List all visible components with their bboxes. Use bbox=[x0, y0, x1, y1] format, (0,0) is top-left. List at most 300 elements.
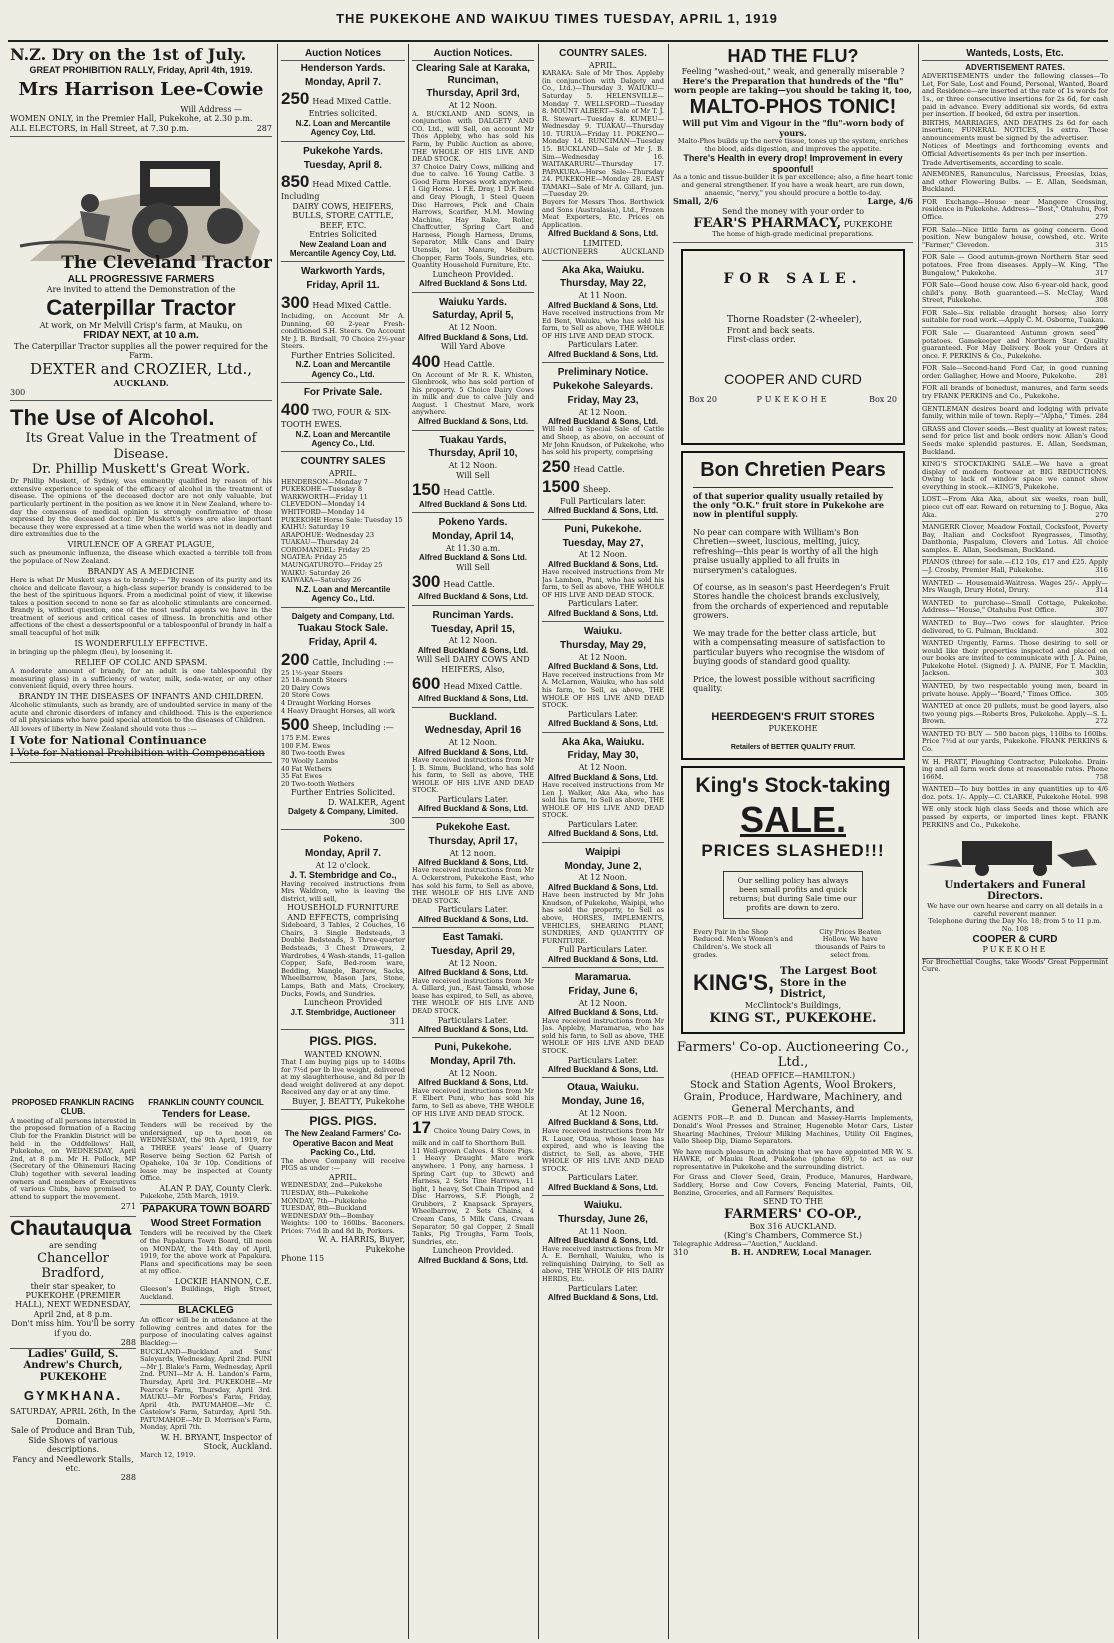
head-count: 17 bbox=[412, 1118, 431, 1138]
classified-ad bbox=[922, 521, 1108, 556]
tractor-brand: The Cleveland Tractor bbox=[61, 253, 272, 274]
notice-body: Have been instructed by Mr John Knudson, of Pukekohe, Waipipi, who has sold the property, to Sell as above, HORSES, IMPLEMENTS, VEHICLES, SHEARING PLANT, SUNDRIES, AND QUANTITY OF FURNITURE. bbox=[542, 891, 664, 945]
article-paragraph: Here is what Dr Muskett says as to brandy:— "By reason of its purity and its choice and delicate flavour, a high-class superior brandy is considered to be the best of the spirituous liquors. From a medicinal point of view, it likewise takes a position second to none so far as alcoholic stimulants are concerned. Brandy is, without question, one of the most useful agents we have in the treatment of serious and critical cases of illness. In bronchitis and other affections of the chest a dessertspoonful or a tablespoonful of brandy in half a small teacupful of hot milk bbox=[10, 575, 272, 638]
agent-name: J. T. Stembridge and Co., bbox=[289, 870, 397, 881]
ad-number: 288 bbox=[120, 1473, 136, 1483]
notice-title: Henderson Yards. bbox=[300, 62, 386, 74]
price-small: Small, 2/6 bbox=[673, 196, 719, 207]
waiuku-may-notice bbox=[542, 626, 664, 732]
notice-time: At 12 Noon. bbox=[448, 958, 498, 968]
alcohol-article bbox=[10, 405, 272, 763]
notice-title: Tuakau Yards, bbox=[439, 434, 507, 446]
notice-date: Friday, May 23, bbox=[567, 394, 639, 406]
warkworth-notice bbox=[281, 266, 405, 383]
classified-ad bbox=[922, 251, 1108, 279]
item-label: Head Mixed Cattle. Including bbox=[281, 180, 392, 202]
notice-subtitle: Will Sell bbox=[456, 470, 490, 480]
list-item: WEDNESDAY, 2nd—Pukekohe bbox=[281, 1181, 383, 1190]
notice-body: Having received instructions from Mrs Waldron, who is leaving the district, will sell, bbox=[281, 879, 405, 903]
agent-name: Alfred Buckland & Sons, Ltd. bbox=[417, 747, 529, 757]
notice-date: Saturday, April 5, bbox=[432, 310, 514, 322]
are-sending: are sending bbox=[49, 1241, 97, 1251]
list-item: WARKWORTH—Friday 11 bbox=[281, 492, 368, 501]
agent-name: N.Z. Loan and Mercantile Agency Co., Ltd. bbox=[295, 360, 391, 379]
ad-text: ANEMONES, Ranunculus, Narcissus, Freesias, Ixias, and other Flowering Bulbs. — E. Allan, Seedsman, Buckland. bbox=[922, 170, 1108, 194]
notice-time: At 11 Noon. bbox=[578, 291, 628, 301]
notice-body: Have received instructions from Mr Len J. Walker, Aka Aka, who has sold his farm, to Sell as above, THE WHOLE OF HIS LIVE AND DEAD STOCK. bbox=[542, 781, 664, 820]
notice-time: At 12 noon. bbox=[449, 848, 497, 858]
ad-line: City Prices Beaten Hollow. We have thousands of Pairs to select from. bbox=[815, 927, 886, 959]
col1-right-sub: FRANKLIN COUNTY COUNCIL Tenders for Lease. Tenders will be received by the undersigned up to noon on WEDNESDAY, the 9th April, 1919, for a THREE years' lease of Quarry Reserve being Section 62 Parish of Opaheke, 10a 3r 10p. Conditions of lease may be inspected at County Office. ALAN P. DAY, County Clerk. Pukekohe, 25th March, 1919. PAPAKURA TOWN BOARD Wood Street Formation Tenders will be received by the Clerk of the Papakura Town Board, till noon on MONDAY, the 14th day of April, 1919, for the above work at Papakura. Plans and specifications may be seen at my office. LOCKIE HANNON, C.E. Gleeson's Buildings, High Street, Auckland. BLACKLEG An officer will be in attendance at the following centres and dates for the purpose of inoculating calves against Blackleg:— BUCKLAND—Buckland and Sons' Saleyards, Wednesday, April 2nd. PUNI—Mr J. Blake's Farm, Wednesday, April 2nd. PUNI—Mr A. H. Landon's Farm, Thursday, April 3rd. PUKEKOHE—Mr Pearce's Farm, Thursday, April 3rd. MAUKU—Mr Forbes's Farm, Friday, April 4th. PATUMAHOE—Mr C. Castelow's Farm, Saturday, April 5th. PATUMAHOE—Mr D. Morrison's Farm, Monday, April 7th. W. H. BRYANT, Inspector of Stock, Auckland. March 12, 1919. bbox=[140, 1098, 272, 1459]
waiuku-june-notice bbox=[542, 1200, 664, 1302]
notice-body: That I am buying pigs up to 140lbs for 7½d per lb live weight, delivered at my slaughterhouse, and 8d per lb dead weight delivered at any depot. Received any day or at any time. bbox=[281, 1057, 405, 1097]
notice-date: Friday, April 4. bbox=[308, 636, 378, 648]
notice-time: At 11.30 a.m. bbox=[445, 544, 501, 554]
entries: Entries solicited. bbox=[308, 109, 378, 119]
notice-time: At 12 Noon. bbox=[578, 873, 628, 883]
notice-kicker: Preliminary Notice. bbox=[557, 367, 649, 379]
ad-line: (HEAD OFFICE—HAMILTON.) bbox=[730, 1070, 856, 1080]
list-item: 20 Dairy Cows bbox=[281, 683, 330, 692]
classified-ads bbox=[922, 168, 1108, 831]
ad-text: FOR Sale — Good autumn-grown Northern Star seed potatoes. Free from diseases. Apply—W. King, "The Bungalow," Pukekohe. bbox=[922, 253, 1108, 277]
maramarua-notice bbox=[542, 972, 664, 1078]
notice-date: Monday, June 2, bbox=[564, 860, 642, 872]
price-large: Large, 4/6 bbox=[867, 196, 913, 207]
notice-body: Have received instructions from Mr A. Gillard, jun., East Tamaki, whose lease has expired, to Sell, as above, THE WHOLE OF HIS LIVE AND DEAD STOCK. bbox=[412, 976, 534, 1015]
tractor-ad bbox=[10, 141, 272, 401]
notice-title: For Private Sale. bbox=[303, 387, 383, 399]
ad-headline: HAD THE FLU? bbox=[727, 46, 859, 66]
vote-prohibition: I Vote for National Prohibition with Compensation bbox=[10, 747, 265, 759]
puni-may-notice bbox=[542, 524, 664, 623]
particulars: Particulars Later. bbox=[437, 1015, 509, 1025]
notice-subtitle: Will Sell DAIRY COWS AND HEIFERS, Also, bbox=[416, 655, 530, 674]
company-name: Farmers' Co-op. Auctioneering Co., Ltd., bbox=[676, 1039, 910, 1071]
list-item: WEDNESDAY 9th—Bombay bbox=[281, 1211, 374, 1220]
notice-date: Tuesday, April 29, bbox=[431, 945, 515, 957]
prohibition-rally-ad bbox=[10, 46, 272, 137]
notice-time: At 12 Noon. bbox=[578, 1109, 628, 1119]
list-item: 40 Fat Wethers bbox=[281, 764, 332, 773]
notice-time: At 12 Noon. bbox=[448, 738, 498, 748]
head-count: 600 bbox=[412, 674, 441, 694]
agent-name: Alfred Buckland & Sons, Ltd. bbox=[547, 719, 659, 729]
ad-number: 317 bbox=[1095, 268, 1108, 277]
agent-name: New Zealand Loan and Mercantile Agency Coy, Ltd. bbox=[289, 239, 397, 259]
list-item: 20 Two-tooth Wethers bbox=[281, 779, 355, 788]
section-title: Auction Notices. bbox=[412, 48, 534, 61]
item-label: TWO, FOUR & SIX-TOOTH EWES. bbox=[281, 408, 391, 430]
list-item: WAIKU: Saturday 26 bbox=[281, 568, 351, 577]
list-item: 25 1½-year Steers bbox=[281, 668, 343, 677]
column-rule bbox=[408, 44, 409, 1639]
ad-line: Box 316 AUCKLAND. bbox=[749, 1221, 837, 1231]
store-name: HEERDEGEN'S FRUIT STORES bbox=[711, 711, 875, 724]
nz-farmers-pigs-notice bbox=[281, 1114, 405, 1263]
classified-ad bbox=[922, 382, 1108, 402]
masthead: THE PUKEKOHE AND WAIKUU TIMES TUESDAY, APRIL 1, 1919 bbox=[336, 11, 778, 26]
dexter-crozier: DEXTER and CROZIER, Ltd., bbox=[30, 359, 252, 378]
article-paragraph: Alcoholic stimulants, such as brandy, are of undoubted service in many of the acute and chronic disorders of infancy and childhood. This is the experience of all physicians who have paid special attention to the diseases of Children. bbox=[10, 701, 272, 725]
east-tamaki-notice bbox=[412, 932, 534, 1038]
address: KING ST., PUKEKOHE. bbox=[709, 1010, 877, 1026]
notice-title: Waipipi bbox=[585, 846, 621, 858]
ad-paragraph: No pear can compare with William's Bon Chretien—sweet, luscious, melting, juicy, refreshing—this pear is worthy of all the high praise usually applied to all fruits in nurserymen's catalogues. bbox=[693, 527, 879, 575]
notice-date: Thursday, May 29, bbox=[560, 640, 646, 652]
ad-text: FOR Sale—Six reliable draught horses; also lorry suitable for road work.—Apply C. M. Osborne, Tuakau. bbox=[922, 308, 1108, 325]
tractor-illustration bbox=[10, 141, 272, 274]
item-line: Thorne Roadster (2-wheeler), bbox=[727, 315, 862, 326]
ad-text: PIANOS (three) for sale.—£12 10s, £17 and £25. Apply—J. Crosby, Premier Hall, Pukekohe. bbox=[922, 558, 1108, 575]
farmers-coop-ad bbox=[673, 1040, 913, 1258]
list-item: 35 Fat Ewes bbox=[281, 772, 323, 781]
sales-list bbox=[281, 479, 405, 585]
agent-name: Alfred Buckland & Sons, Ltd. bbox=[417, 1078, 529, 1088]
column-rule bbox=[277, 44, 278, 1639]
column-5 bbox=[673, 46, 913, 1638]
classified-ad bbox=[922, 728, 1108, 756]
list-item: 25 18-month Steers bbox=[281, 676, 348, 685]
agent-name: Alfred Buckland & Sons, Ltd. bbox=[417, 1024, 529, 1034]
notice-title: Tuakau Stock Sale. bbox=[297, 623, 389, 635]
franklin-title: PROPOSED FRANKLIN RACING CLUB. bbox=[11, 1098, 135, 1117]
agent-name: Alfred Buckland & Sons, Ltd. bbox=[547, 608, 659, 618]
particulars: Particulars Later. bbox=[567, 819, 639, 829]
ad-text: WANTED at once 20 pullets, must be good layers, also two young pigs.—Roberts Bros, Pukekohe. Apply—S. L. Brown. bbox=[922, 702, 1108, 726]
agent-name: Alfred Buckland & Sons, Ltd. bbox=[417, 332, 529, 342]
ad-line: Telegraphic Address—"Auction," Auckland. bbox=[673, 1239, 818, 1248]
list-item: ARAPOHUE: Wednesday 23 bbox=[281, 530, 375, 539]
notice-time: At 12 Noon. bbox=[448, 323, 498, 333]
buyers-note: Buyers for Messrs Thos. Borthwick and Sons (Australasia), Ltd., Frozen Meat Exporters, Etc. Prices on Application. bbox=[542, 198, 664, 229]
ad-headline: Undertakers and Funeral Directors. bbox=[944, 879, 1086, 903]
notice-title: Pukekohe East. bbox=[436, 821, 510, 833]
list-item: KAIHU: Saturday 19 bbox=[281, 523, 350, 532]
ad-line: There's Health in every drop! Improvement in every spoonful! bbox=[683, 153, 903, 174]
notice-date: Thursday, May 22, bbox=[560, 278, 646, 290]
ad-paragraph: Price, the lowest possible without sacrificing quality. bbox=[693, 674, 876, 693]
notice-date: Friday, April 11. bbox=[306, 280, 380, 292]
ad-number: 305 bbox=[1095, 689, 1108, 698]
dalgety-notice bbox=[281, 612, 405, 830]
ad-line: The Largest Boot Store in the District, bbox=[780, 965, 877, 1001]
head-count: 300 bbox=[281, 293, 310, 313]
head-count: 400 bbox=[412, 351, 441, 371]
undertakers-ad bbox=[922, 835, 1108, 974]
ad-number: 279 bbox=[1095, 213, 1108, 222]
list-item: KAIWAKA—Saturday 26 bbox=[281, 576, 362, 585]
notice-subtitle: Will Yard Above bbox=[440, 342, 506, 352]
ad-number: 288 bbox=[120, 1338, 136, 1348]
ad-number: 281 bbox=[1095, 371, 1108, 380]
classified-ad bbox=[922, 279, 1108, 307]
particulars: Particulars Later. bbox=[567, 1055, 639, 1065]
entries: Entries Solicited bbox=[309, 230, 377, 240]
item-label: Sheep. bbox=[582, 484, 611, 494]
notice-body: Have received instructions from Mr A. E. Bernhall, Waiuku, who is relinquishing Dairying, to Sell as above, THE WHOLE OF HIS DAIRY HERDS, Etc. bbox=[542, 1244, 664, 1284]
list-item: 4 Heavy Draught Horses, all work bbox=[281, 706, 395, 715]
item-label: Head Cattle. bbox=[443, 580, 495, 590]
classified-ad bbox=[922, 637, 1108, 680]
ad-number: 302 bbox=[1095, 626, 1108, 635]
invited-line: Are invited to attend the Demonstration of the bbox=[46, 285, 236, 295]
agent-name: Alfred Buckland & Sons Ltd. bbox=[418, 500, 527, 510]
item-label: Head Cattle. bbox=[443, 359, 495, 369]
head-count: 500 bbox=[281, 715, 310, 735]
notice-title: Puni, Pukekohe. bbox=[564, 523, 642, 535]
agent-name: Alfred Buckland & Sons, Ltd. bbox=[547, 772, 659, 782]
list-item: MONDAY, 7th—Pukekohe bbox=[281, 1196, 367, 1205]
ad-body: Malto-Phos builds up the nerve tissue, tones up the system, enriches the blood, aids digestion, and improves the appetite. bbox=[677, 137, 909, 153]
section-title: Auction Notices bbox=[281, 48, 405, 61]
ad-text: W. H. PRATT, Ploughing Contractor, Pukekohe. Drain-ing and all farm work done at reasonable rates. Phone 166M. bbox=[922, 757, 1108, 781]
ad-paragraph: of that superior quality usually retailed by the only "O.K." fruit store in Pukekohe are now in plentiful supply. bbox=[693, 490, 884, 520]
bradford: Chancellor Bradford, bbox=[37, 1250, 109, 1282]
notice-date: Monday, April 7th. bbox=[430, 1056, 516, 1068]
article-subtitle: Its Great Value in the Treatment of Disease. bbox=[25, 431, 257, 462]
ad-number: 307 bbox=[1095, 606, 1108, 615]
list-item: 175 F.M. Ewes bbox=[281, 734, 331, 743]
notice-time: At 12 Noon. bbox=[448, 101, 498, 111]
manager: B. H. ANDREW, Local Manager. bbox=[730, 1247, 872, 1258]
particulars: Full Particulars later. bbox=[560, 496, 646, 506]
waiuku-notice bbox=[412, 297, 534, 431]
ad-number: 308 bbox=[1095, 296, 1108, 305]
malto-phos-ad bbox=[673, 46, 913, 243]
item-label: Head Cattle. bbox=[443, 487, 495, 497]
notice-date: Tuesday, April 8. bbox=[303, 159, 383, 171]
ad-text: MANGERR Clover, Meadow Foxtail, Cocksfoot, Poverty Bay, Italian and Cocksfoot Ryegrasses, Timothy, Danthonia, Paspalum, Clovers and Lotus. All choice samples. E. Allan, Seedsman, Buckland. bbox=[922, 523, 1108, 554]
notice-title: Waiuku. bbox=[584, 626, 622, 638]
classified-ad bbox=[922, 597, 1108, 617]
agent-name: Alfred Buckland & Sons, Ltd. bbox=[417, 914, 529, 924]
classified-ad bbox=[922, 556, 1108, 576]
runciman-notice bbox=[412, 610, 534, 708]
notice-time: At 12 Noon. bbox=[578, 407, 628, 417]
column-1 bbox=[10, 46, 272, 1638]
box-number: Box 20 bbox=[689, 395, 717, 405]
list-item: 20 Store Cows bbox=[281, 691, 330, 700]
agent-name: N.Z. Loan and Mercantile Agency Co., Ltd. bbox=[295, 429, 391, 449]
notice-body: On Account of Mr R. K. Whiston, Glenbrook, who has sold portion of his property. 5 Choice Dairy Cows in milk and due to calve July and August. 1 Chestnut Mare, work anywhere. bbox=[412, 370, 534, 417]
ad-body: We have much pleasure in advising that we have appointed MR W. S. HAWKE, of Mauku Road, Pukekohe (phone 69), to act as our representative in Pukekohe and the surrounding district. bbox=[673, 1147, 913, 1171]
list-item: TUAKAU—Thursday 24 bbox=[281, 538, 359, 547]
ad-number: 314 bbox=[1095, 586, 1108, 595]
notice-time: At 12 Noon. bbox=[578, 998, 628, 1008]
notice-time: At 12 o'clock. bbox=[315, 860, 371, 870]
speaker-name: Mrs Harrison Lee-Cowie bbox=[18, 79, 264, 101]
item-list bbox=[281, 735, 405, 788]
notice-date: Thursday, April 3rd, bbox=[426, 88, 520, 100]
pukekohe-east-notice bbox=[412, 822, 534, 928]
notice-body: Have received instructions from Mr F. Elbert Puni, who has sold his farm, to Sell as above, THE WHOLE OF HIS LIVE AND DEAD STOCK. bbox=[412, 1086, 534, 1118]
notice-body: Will hold a Special Sale of Cattle and Sheep, as above, on account of Mr John Knudson, of Pukekohe, who has sold his property, comprising bbox=[542, 425, 664, 457]
article-title: The Use of Alcohol. bbox=[10, 405, 215, 431]
all-electors: ALL ELECTORS, in Hall Street, at 7.30 p.m. bbox=[10, 123, 189, 133]
ad-line: For Brochettial Coughs, take Woods' Great Peppermint Cure. bbox=[922, 957, 1108, 974]
classified-ad bbox=[922, 362, 1108, 382]
agent-name: Alfred Buckland & Sons Ltd. bbox=[418, 279, 527, 289]
pukekohe-notice bbox=[281, 146, 405, 263]
notice-date: Friday, May 30, bbox=[567, 750, 639, 762]
fancy-stalls: Fancy and Needlework Stalls, etc. bbox=[12, 1454, 134, 1473]
head-count: 150 bbox=[412, 479, 441, 499]
ad-text: WANTED — Housemaid-Waitress. Wages 25/-. Apply—Mrs Waugh, Drury Hotel, Drury. bbox=[922, 578, 1108, 595]
ad-number: 310 bbox=[673, 1248, 689, 1258]
notice-body: Have received instructions from Mr R. Lauer, Otaua, whose lease has expired, and who is leaving the district, to Sell, as above, THE WHOLE OF HIS LIVE AND DEAD STOCK. bbox=[542, 1126, 664, 1173]
policy-box: Our selling policy has always been small profits and quick returns; but during Sale time our profits are down to zero. bbox=[723, 871, 863, 918]
classified-ad bbox=[922, 783, 1108, 803]
item-detail: 11 Well-grown Calves. 4 Store Pigs. 1 Heavy Draught Mare work anywhere. 1 Pony, any harness. 1 Spring Cart (up to 30cwt) and Harness, 2 Sets Tine Harrows, 11 light, 1 heavy, Set Chain Tripod and Disc Harrows, S.F. Plough, 2 Grubbers, 2 Knapsack Sprayers, Wheelbarrow, 2 Sets Chains, 4 Cream Cans, 5 Milk Cans, Cream Separator, 50 gal Copper, 2 Small Tanks, Pig Troughs, Farm Tools, Sundries, etc. bbox=[412, 1146, 534, 1246]
classified-ad bbox=[922, 324, 1108, 362]
notice-title: Pukekohe Yards. bbox=[303, 145, 383, 157]
ad-line: Here's the Preparation that hundreds of the "flu" worn people are taking—you should be taking it, too, bbox=[674, 75, 912, 96]
phone: Telephone during the Day No. 18; from 5 to 11 p.m. No. 108 bbox=[928, 917, 1102, 933]
their-speaker: their star speaker, to bbox=[30, 1281, 116, 1291]
notice-title: Aka Aka, Waiuku. bbox=[561, 736, 645, 748]
agent-name: Dalgety and Company, Ltd. bbox=[291, 611, 395, 621]
saleyards-notice bbox=[542, 367, 664, 520]
will-address: Will Address — bbox=[180, 104, 242, 114]
agent-name: Alfred Buckland & Sons, Ltd. bbox=[547, 1118, 659, 1128]
particulars: Full Particulars Later. bbox=[558, 945, 648, 955]
agent-name: Alfred Buckland & Sons, Ltd. bbox=[417, 804, 529, 814]
for-sale-title: FOR SALE. bbox=[723, 270, 863, 287]
tuakau-notice bbox=[412, 435, 534, 514]
puni-notice bbox=[412, 1042, 534, 1265]
list-item: CLEVEDON—Monday 14 bbox=[281, 500, 366, 509]
auctioneers: AUCTIONEERS bbox=[542, 248, 598, 257]
town: PUKEKOHE bbox=[768, 724, 818, 734]
list-item: 80 Two-tooth Ewes bbox=[281, 749, 345, 758]
supplies-line: The Caterpillar Tractor supplies all the power required for the Farm. bbox=[14, 341, 268, 361]
dexter-town: AUCKLAND. bbox=[113, 377, 169, 388]
agent-name: Alfred Buckland & Sons, Ltd. bbox=[547, 300, 659, 310]
list-month: APRIL. bbox=[328, 1172, 358, 1182]
particulars: Particulars Later. bbox=[567, 1173, 639, 1183]
rates-body: Notices of Meetings and forthcoming events and Official Advertisements 4s per inch per insertion. bbox=[922, 142, 1108, 159]
item-list bbox=[281, 1182, 405, 1220]
buckland-notice bbox=[412, 712, 534, 818]
agent-name: Alfred Buckland & Sons, Ltd. bbox=[417, 694, 529, 704]
ad-text: FOR Exchange—House near Mangere Crossing, residence in Pukekohe. Address—"Bost," Otahuhu, Post Office. bbox=[922, 197, 1108, 222]
notice-title: Aka Aka, Waiuku. bbox=[561, 264, 645, 276]
ad-headline: King's Stock-taking bbox=[695, 774, 891, 798]
aka-aka-may30-notice bbox=[542, 737, 664, 843]
entries: Further Entries Solicited. bbox=[290, 350, 396, 360]
notice-title: East Tamaki. bbox=[442, 932, 504, 944]
classified-ad bbox=[922, 423, 1108, 458]
country-sales-list bbox=[281, 456, 405, 607]
notice-body: The above Company will receive PIGS as under :— bbox=[281, 1156, 405, 1173]
henderson-notice bbox=[281, 63, 405, 142]
ad-text: WANTED to Buy—Two cows for slaughter. Price delivered, to G. Pulman, Buckland. bbox=[922, 618, 1108, 635]
notice-date: Thursday, April 10, bbox=[428, 448, 518, 460]
classified-ad bbox=[922, 458, 1108, 493]
ad-line: (King's Chambers, Commerce St.) bbox=[723, 1231, 863, 1241]
notice-date: Tuesday, May 27, bbox=[562, 537, 644, 549]
article-paragraph: in bringing up the phlegm (fleu), by loosening it. bbox=[10, 648, 173, 657]
column-rule bbox=[668, 44, 669, 1639]
demo-time: FRIDAY NEXT, at 10 a.m. bbox=[83, 330, 199, 342]
at-work-line: At work, on Mr Melvill Crisp's farm, at Mauku, on bbox=[39, 320, 243, 330]
agent-name: Alfred Buckland & Sons, Ltd. bbox=[547, 559, 659, 569]
classified-ad bbox=[922, 196, 1108, 224]
otaua-notice bbox=[542, 1082, 664, 1196]
notice-title: Warkworth Yards, bbox=[301, 266, 385, 278]
list-item: 70 Woolly Lambs bbox=[281, 756, 338, 765]
ad-number: 284 bbox=[1095, 412, 1108, 421]
col1-left-sub bbox=[10, 1096, 136, 1483]
agent-name: Alfred Buckland & Sons, Ltd. bbox=[547, 954, 659, 964]
agent-name: Alfred Buckland & Sons, Ltd. bbox=[547, 1293, 659, 1303]
rates-title: ADVERTISEMENT RATES. bbox=[965, 62, 1065, 72]
column-2 bbox=[281, 46, 405, 1638]
buyer: W. A. HARRIS, Buyer, Pukekohe bbox=[318, 1235, 405, 1254]
item-label: Head Mixed Cattle. bbox=[312, 301, 392, 311]
town: AUCKLAND bbox=[621, 248, 664, 257]
classified-ad bbox=[922, 403, 1108, 423]
ad-body: AGENTS FOR—P. and D. Duncan and Massey-Harris Implements, Donald's Wool Presses and Strainer, Hugenoble Motor Cars, Lister Shearing Machines, Trelour Milking Machines, Utility Oil Engines, Vallo Sheep Dip, Diamo Separators. bbox=[673, 1114, 913, 1146]
notice-body: Have received instructions from Mr Jas Lambon, Puni, who has sold his farm, to Sell as above, THE WHOLE OF HIS LIVE AND DEAD STOCK. bbox=[542, 568, 664, 599]
item-label: Head Mixed Cattle. bbox=[443, 682, 523, 692]
dry-headline: N.Z. Dry on the 1st of July. bbox=[10, 46, 247, 64]
particulars: Particulars Later. bbox=[567, 709, 639, 719]
town: PUKEKOHE bbox=[843, 220, 893, 229]
notice-title: Clearing Sale at Karaka, Runciman, bbox=[416, 62, 530, 86]
ad-number: 315 bbox=[1095, 240, 1108, 249]
classified-ad bbox=[922, 224, 1108, 252]
price-detail: Weights: 100 to 160lbs. Baconers. Prices: 7½d lb and 8d lb, Porkers. bbox=[281, 1219, 405, 1235]
notice-date: Monday, April 14, bbox=[432, 531, 514, 543]
notice-body: Have received instructions from Mr Ed Bent, Waiuku, who has sold his farm, to Sell as above, THE WHOLE OF HIS LIVE AND DEAD STOCK. bbox=[542, 308, 664, 340]
ad-line: The home of high-grade medicinal preparations. bbox=[712, 230, 874, 239]
masthead-rule bbox=[8, 40, 1108, 42]
list-item: HENDERSON—Monday 7 bbox=[281, 477, 368, 486]
notice-date: Monday, June 16, bbox=[561, 1096, 645, 1108]
pears-ad bbox=[681, 451, 905, 760]
article-subhead: IS WONDERFULLY EFFECTIVE. bbox=[74, 638, 208, 648]
agent-name: Alfred Buckland & Sons, Ltd. bbox=[417, 645, 529, 655]
list-month: APRIL. bbox=[588, 60, 618, 70]
article-paragraph: Dr Phillip Muskett, of Sydney, was eminently qualified by reason of his extensive experience to speak of the efficacy of alcohol in the treatment of disease. The opinions of the deceased doctor are not only valuable, but particularly pertinent in the position as we know it in New Zealand, where to-day the consensus of medical opinion is strongly confirmative of those expressed by the deceased doctor. Dr Muskett's views are also important because they were expressed at a time when the world was not in deadly and dire extremities due to the bbox=[10, 477, 272, 539]
notice-title: PIGS. PIGS. bbox=[309, 1034, 377, 1049]
ad-body: We have our own hearse and carry on all details in a careful reverent manner. bbox=[927, 902, 1103, 918]
notice-time: At 11 Noon. bbox=[578, 1226, 628, 1236]
ad-number: 311 bbox=[389, 1016, 405, 1026]
article-paragraph: A moderate amount of brandy, for an adult is one tablespoonful (by measuring glass) in a sufficiency of water, milk, soda-water, or any other convenient liquid, every three hours. bbox=[10, 667, 272, 691]
classified-ad bbox=[922, 680, 1108, 700]
notice-body: Have received instructions from Mr A. McLarnon, Waiuku, who has sold his farm, to Sell, as above, THE WHOLE OF HIS LIVE AND DEAD STOCK. bbox=[542, 670, 664, 710]
agent-name: Alfred Buckland & Sons, Ltd. bbox=[417, 857, 529, 867]
column-rule bbox=[538, 44, 539, 1639]
ad-number: 303 bbox=[1095, 669, 1108, 678]
beatty-pigs-notice bbox=[281, 1034, 405, 1110]
agent-name: Alfred Buckland & Sons, Ltd. bbox=[547, 1236, 659, 1246]
notice-body: Have received instructions from Mr A. Ockerstrom, Pukekohe East, who has sold his farm, to Sell as above, THE WHOLE OF HIS LIVE AND DEAD STOCK. bbox=[412, 866, 534, 905]
ad-text: WE only stock high class Seeds and those which are passed by experts, or imported lines kept. FRANK PERKINS and Co., Pukekohe. bbox=[922, 805, 1108, 829]
notice-title: Pokeno Yards. bbox=[438, 517, 508, 529]
item-detail: Including, on Account Mr A. Dunning, 60 2-year Fresh-conditioned S.H. Steers. On Account Mr J. B. Birdsall, 70 Choice 2½-year Steers. bbox=[281, 312, 405, 351]
particulars: Particulars Later. bbox=[567, 1283, 639, 1293]
list-item: COROMANDEL: Friday 25 bbox=[281, 545, 371, 554]
agent-signature: D. WALKER, Agent bbox=[327, 797, 405, 807]
head-count: 300 bbox=[412, 572, 441, 592]
box-number: Box 20 bbox=[869, 395, 897, 405]
agent-name: Alfred Buckland & Sons, Ltd. bbox=[547, 1182, 659, 1192]
notice-title: Buckland. bbox=[449, 711, 497, 723]
